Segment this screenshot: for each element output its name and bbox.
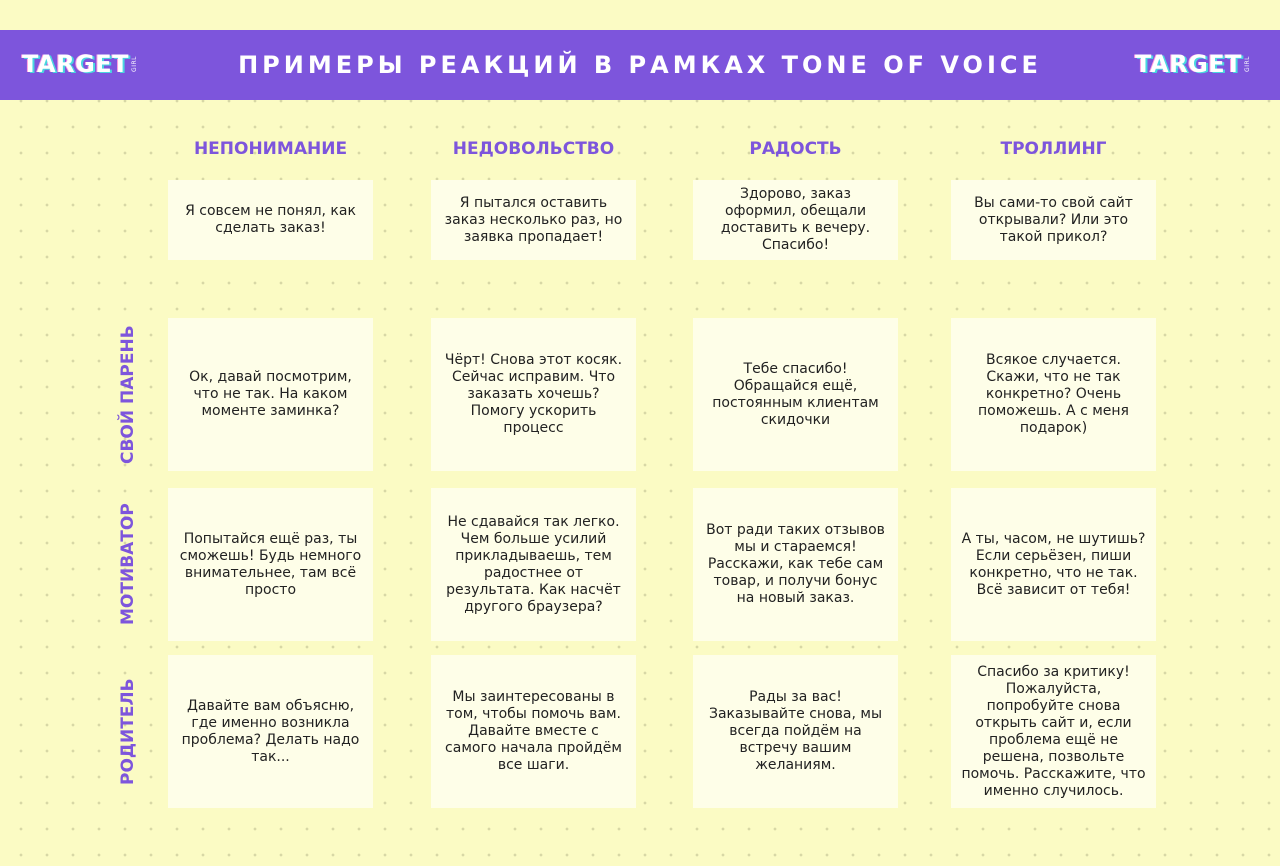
customer-message-card bbox=[431, 180, 636, 260]
customer-message-text: Вы сами-то свой сайт открывали? Или это такой прикол? bbox=[974, 194, 1133, 245]
logo-left-sub: GIRL bbox=[131, 56, 139, 72]
response-text: Давайте вам объясню, где именно возникла проблема? Делать надо так... bbox=[181, 697, 360, 765]
logo-right-word: TARGET bbox=[1135, 50, 1243, 78]
response-card bbox=[693, 488, 898, 641]
customer-message-text: Здорово, заказ оформил, обещали доставить к вечеру. Спасибо! bbox=[720, 186, 871, 253]
response-text: Ок, давай посмотрим, что не так. На каком моменте заминка? bbox=[189, 369, 352, 419]
logo-left bbox=[22, 50, 138, 80]
response-text: Не сдавайся так легко. Чем больше усилий прикладываешь, тем радостнее от результата. Как насчёт другого браузера? bbox=[446, 513, 621, 615]
response-card bbox=[168, 318, 373, 471]
response-card bbox=[431, 318, 636, 471]
response-card bbox=[431, 488, 636, 641]
customer-message-text: Я пытался оставить заказ несколько раз, но заявка пропадает! bbox=[444, 194, 623, 245]
logo-right-sub: GIRL bbox=[1244, 56, 1252, 72]
page-title: ПРИМЕРЫ РЕАКЦИЙ В РАМКАХ TONE OF VOICE bbox=[238, 51, 1042, 79]
response-card bbox=[951, 318, 1156, 471]
column-heading-trolling: ТРОЛЛИНГ bbox=[1000, 139, 1107, 159]
response-text: Всякое случается. Скажи, что не так конкретно? Очень поможешь. А с меня подарок) bbox=[978, 352, 1129, 436]
response-card bbox=[693, 655, 898, 808]
response-text: Рады за вас! Заказывайте снова, мы всегда пойдём на встречу вашим желаниям. bbox=[709, 689, 882, 773]
row-label-regular-guy: СВОЙ ПАРЕНЬ bbox=[118, 325, 138, 464]
column-heading-misunderstanding: НЕПОНИМАНИЕ bbox=[193, 139, 348, 159]
response-text: Спасибо за критику! Пожалуйста, попробуйте снова открыть сайт и, если проблема ещё не решена, позвольте помочь. Расскажите, что именно случилось. bbox=[961, 663, 1146, 799]
customer-message-card bbox=[168, 180, 373, 260]
response-text: Мы заинтересованы в том, чтобы помочь вам. Давайте вместе с самого начала пройдём все шаги. bbox=[445, 689, 622, 773]
response-text: А ты, часом, не шутишь? Если серьёзен, пиши конкретно, что не так. Всё зависит от тебя! bbox=[961, 530, 1146, 598]
response-card bbox=[168, 488, 373, 641]
row-label-parent: РОДИТЕЛЬ bbox=[118, 678, 138, 785]
response-card bbox=[693, 318, 898, 471]
logo-left-word: TARGET bbox=[22, 50, 130, 78]
response-card bbox=[168, 655, 373, 808]
customer-message-card bbox=[693, 180, 898, 260]
response-card bbox=[431, 655, 636, 808]
customer-message-text: Я совсем не понял, как сделать заказ! bbox=[185, 203, 356, 236]
logo-right bbox=[1135, 50, 1251, 80]
row-label-motivator: МОТИВАТОР bbox=[118, 503, 138, 626]
response-text: Попытайся ещё раз, ты сможешь! Будь немного внимательнее, там всё просто bbox=[179, 530, 362, 598]
response-text: Вот ради таких отзывов мы и стараемся! Расскажи, как тебе сам товар, и получи бонус на новый заказ. bbox=[706, 522, 885, 606]
response-card bbox=[951, 488, 1156, 641]
column-heading-joy: РАДОСТЬ bbox=[749, 139, 842, 159]
top-strip bbox=[0, 0, 1280, 30]
response-text: Тебе спасибо! Обращайся ещё, постоянным клиентам скидочки bbox=[712, 360, 879, 428]
response-text: Чёрт! Снова этот косяк. Сейчас исправим. Что заказать хочешь? Помогу ускорить процесс bbox=[444, 352, 623, 436]
column-heading-dissatisfaction: НЕДОВОЛЬСТВО bbox=[452, 139, 615, 159]
response-card bbox=[951, 655, 1156, 808]
customer-message-card bbox=[951, 180, 1156, 260]
